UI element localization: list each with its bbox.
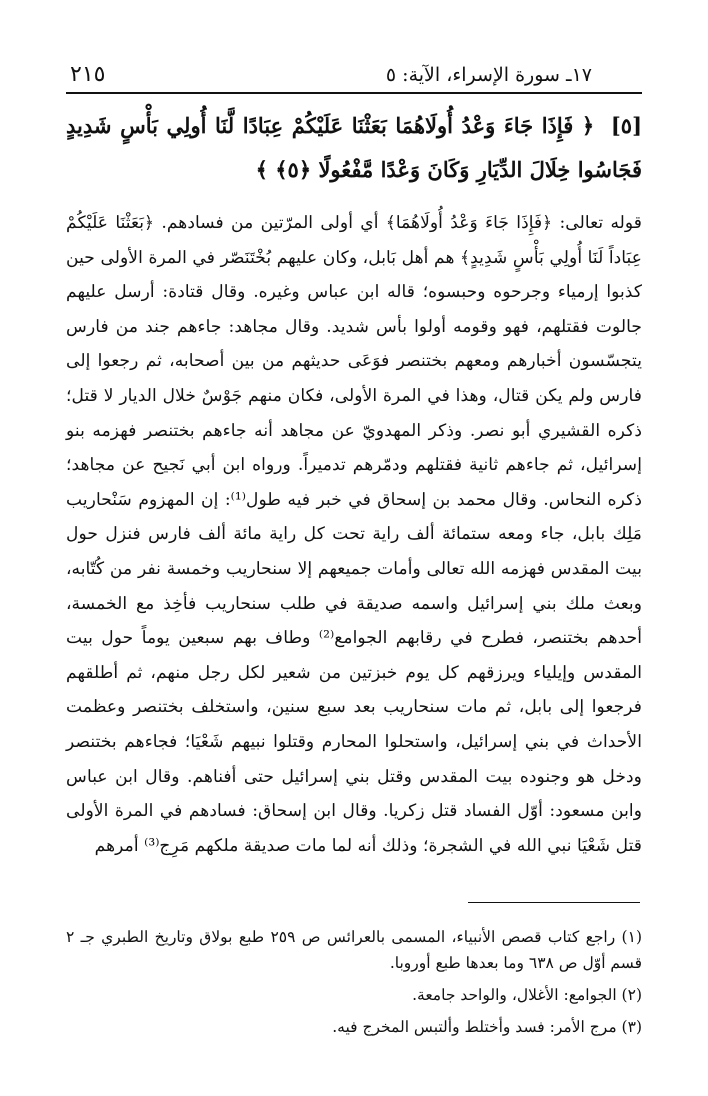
running-head: ١٧ـ سورة الإسراء، الآية: ٥	[385, 64, 592, 86]
footnote-1: (١) راجع كتاب قصص الأنبياء، المسمى بالعرائس ص ٢٥٩ طبع بولاق وتاريخ الطبري جـ ٢ قسم أوّل ص ٦٣٨ وما بعدها طبع أوروبا.	[66, 928, 642, 972]
header-rule	[66, 92, 642, 94]
verse-text: ﴿ فَإِذَا جَاءَ وَعْدُ أُولَاهُمَا بَعَثْنَا عَلَيْكُمْ عِبَادًا لَّنَا أُولِي بَأْسٍ شَدِيدٍ فَجَاسُوا خِلَالَ الدِّيَارِ وَكَانَ وَعْدًا مَّفْعُولًا ﴿٥﴾ ﴾	[66, 113, 642, 182]
quran-verse	[66, 104, 642, 192]
footnote-rule	[468, 902, 640, 903]
footnotes	[66, 924, 642, 1046]
commentary-paragraph: قوله تعالى: ﴿فَإِذَا جَاءَ وَعْدُ أُولَاهُمَا﴾ أي أولى المرّتين من فسادهم. ﴿بَعَثْنَا عَلَيْكُمْ عِبَاداً لَنَا أُولِي بَأْسٍ شَدِيدٍ﴾ هم أهل بَابل، وكان عليهم بُخْتَنَصّر في المرة الأولى حين كذبوا إرمياء وجرحوه وحبسوه؛ قاله ابن عباس وغيره. وقال قتادة: أرسل عليهم جالوت فقتلهم، فهو وقومه أولوا بأس شديد. وقال مجاهد: جاءهم جند من فارس يتجسّسون أخبارهم ومعهم بختنصر فوَعَى حديثهم من بين أصحابه، ثم رجعوا إلى فارس ولم يكن قتال، وهذا في المرة الأولى، فكان منهم جَوْسٌ خلال الديار لا قتل؛ ذكره القشيري أبو نصر. وذكر المهدويّ عن مجاهد أنه جاءهم بختنصر فهزمه بنو إسرائيل، ثم جاءهم ثانية فقتلهم ودمّرهم تدميراً. ورواه ابن أبي نَجيح عن مجاهد؛ ذكره النحاس. وقال محمد بن إسحاق في خبر فيه طول⁽¹⁾: إن المهزوم سَنْحاريب مَلِك بابل، جاء ومعه ستمائة ألف راية تحت كل راية مائة ألف فارس فنزل حول بيت المقدس فهزمه الله تعالى وأمات جميعهم إلا سنحاريب وخمسة نفر من كُتّابه، وبعث ملك بني إسرائيل واسمه صديقة في طلب سنحاريب فأخِذ مع الخمسة، أحدهم بختنصر، فطرح في رقابهم الجوامع⁽²⁾ وطاف بهم سبعين يوماً حول بيت المقدس وإيلياء ويرزقهم كل يوم خبزتين من شعير لكل رجل منهم، ثم أطلقهم فرجعوا إلى بابل، ثم مات سنحاريب بعد سبع سنين، واستخلف بختنصر وعظمت الأحداث في بني إسرائيل، واستحلوا المحارم وقتلوا نبيهم شَعْيَا؛ فجاءهم بختنصر ودخل هو وجنوده بيت المقدس وقتل بني إسرائيل حتى أفناهم. وقال ابن عباس وابن مسعود: أوّل الفساد قتل زكريا. وقال ابن إسحاق: فسادهم في المرة الأولى قتل شَعْيَا نبي الله في الشجرة؛ وذلك أنه لما مات صديقة ملكهم مَرِج⁽³⁾ أمرهم	[66, 213, 642, 856]
verse-number: [٥]	[610, 113, 642, 138]
footnote-3: (٣) مرج الأمر: فسد وأختلط وألتبس المخرج فيه.	[332, 1018, 642, 1036]
footnote-2: (٢) الجوامع: الأغلال، والواحد جامعة.	[412, 986, 642, 1004]
commentary-body	[66, 206, 642, 863]
page-header	[70, 62, 642, 90]
page-number: ٢١٥	[70, 62, 106, 87]
